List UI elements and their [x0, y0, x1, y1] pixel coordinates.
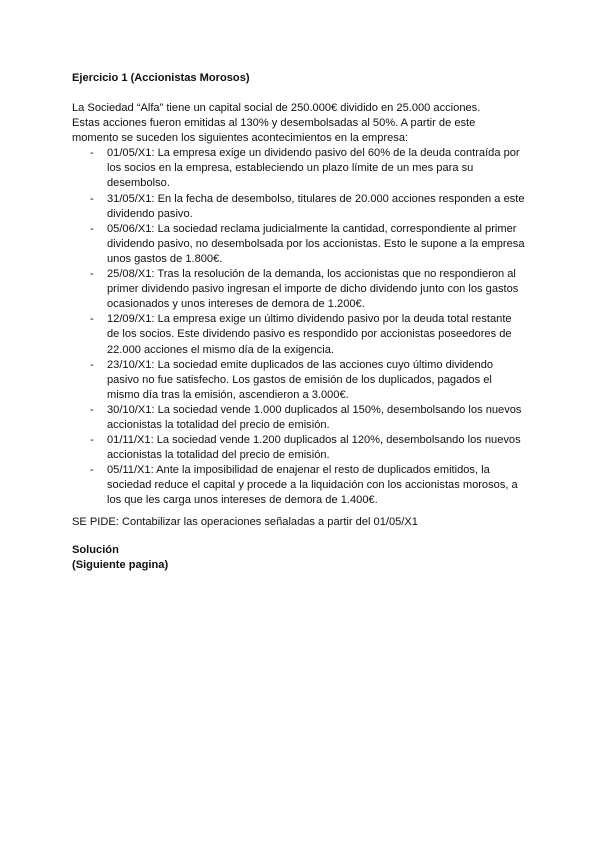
- event-line: - 01/05/X1: La empresa exige un dividendo pasivo del 60% de la deuda contraída por: [107, 147, 520, 160]
- event-item: [72, 312, 542, 357]
- event-line: - 30/10/X1: La sociedad vende 1.000 duplicados al 150%, desembolsando los nuevos: [107, 403, 522, 416]
- event-line: ocasionados y unos intereses de demora de 1.200€.: [107, 298, 365, 311]
- solution-heading: Solución: [72, 544, 119, 556]
- event-line: - 05/06/X1: La sociedad reclama judicialmente la cantidad, correspondiente al primer: [107, 222, 517, 235]
- intro-line: momento se suceden los siguientes acontecimientos en la empresa:: [72, 132, 409, 145]
- event-line: los que les carga unos intereses de demora de 1.400€.: [107, 494, 378, 507]
- exercise-title: Ejercicio 1 (Accionistas Morosos): [72, 72, 250, 84]
- event-item: [72, 463, 542, 508]
- event-line: sociedad reduce el capital y procede a la liquidación con los accionistas morosos, a: [107, 479, 518, 492]
- event-line: - 23/10/X1: La sociedad emite duplicados de las acciones cuyo último dividendo: [107, 358, 494, 371]
- intro-line: La Sociedad “Alfa” tiene un capital social de 250.000€ dividido en 25.000 acciones.: [72, 102, 481, 114]
- events-list: [72, 146, 542, 508]
- intro-line: Estas acciones fueron emitidas al 130% y desembolsadas al 50%. A partir de este: [72, 117, 476, 130]
- event-line: 22.000 acciones el mismo día de la exigencia.: [107, 343, 334, 356]
- event-line: - 05/11/X1: Ante la imposibilidad de enajenar el resto de duplicados emitidos, la: [107, 464, 490, 477]
- event-item: [72, 146, 542, 191]
- event-line: - 01/11/X1: La sociedad vende 1.200 duplicados al 120%, desembolsando los nuevos: [107, 434, 521, 447]
- event-line: mismo día tras la emisión, ascendieron a 3.000€.: [107, 388, 349, 401]
- event-item: [72, 192, 542, 222]
- event-line: - 25/08/X1: Tras la resolución de la demanda, los accionistas que no respondieron al: [107, 268, 516, 281]
- event-line: accionistas la totalidad del precio de emisión.: [107, 449, 330, 462]
- event-line: unos gastos de 1.800€.: [107, 252, 223, 265]
- event-line: - 31/05/X1: En la fecha de desembolso, titulares de 20.000 acciones responden a este: [107, 192, 525, 205]
- event-line: los socios en la empresa, estableciendo un plazo límite de un mes para su: [107, 162, 474, 175]
- event-item: [72, 267, 542, 312]
- event-line: dividendo pasivo, no desembolsada por los accionistas. Esto le supone a la empresa: [107, 237, 525, 250]
- event-line: accionistas la totalidad del precio de emisión.: [107, 418, 330, 431]
- task-statement: SE PIDE: Contabilizar las operaciones señaladas a partir del 01/05/X1: [72, 516, 418, 528]
- event-line: primer dividendo pasivo ingresan el importe de dicho dividendo junto con los gastos: [107, 283, 519, 296]
- solution-note: (Siguiente pagina): [72, 559, 169, 571]
- event-item: [72, 433, 542, 463]
- event-item: [72, 403, 542, 433]
- event-line: - 12/09/X1: La empresa exige un último dividendo pasivo por la deuda total restante: [107, 313, 512, 326]
- event-line: pasivo no fue satisfecho. Los gastos de emisión de los duplicados, pagados el: [107, 373, 492, 386]
- event-line: desembolso.: [107, 177, 170, 190]
- event-item: [72, 358, 542, 403]
- event-item: [72, 222, 542, 267]
- exercise-statement: [72, 101, 542, 509]
- event-line: dividendo pasivo.: [107, 207, 193, 220]
- event-line: de los socios. Este dividendo pasivo es respondido por accionistas poseedores de: [107, 328, 512, 341]
- intro-paragraph: [72, 101, 542, 146]
